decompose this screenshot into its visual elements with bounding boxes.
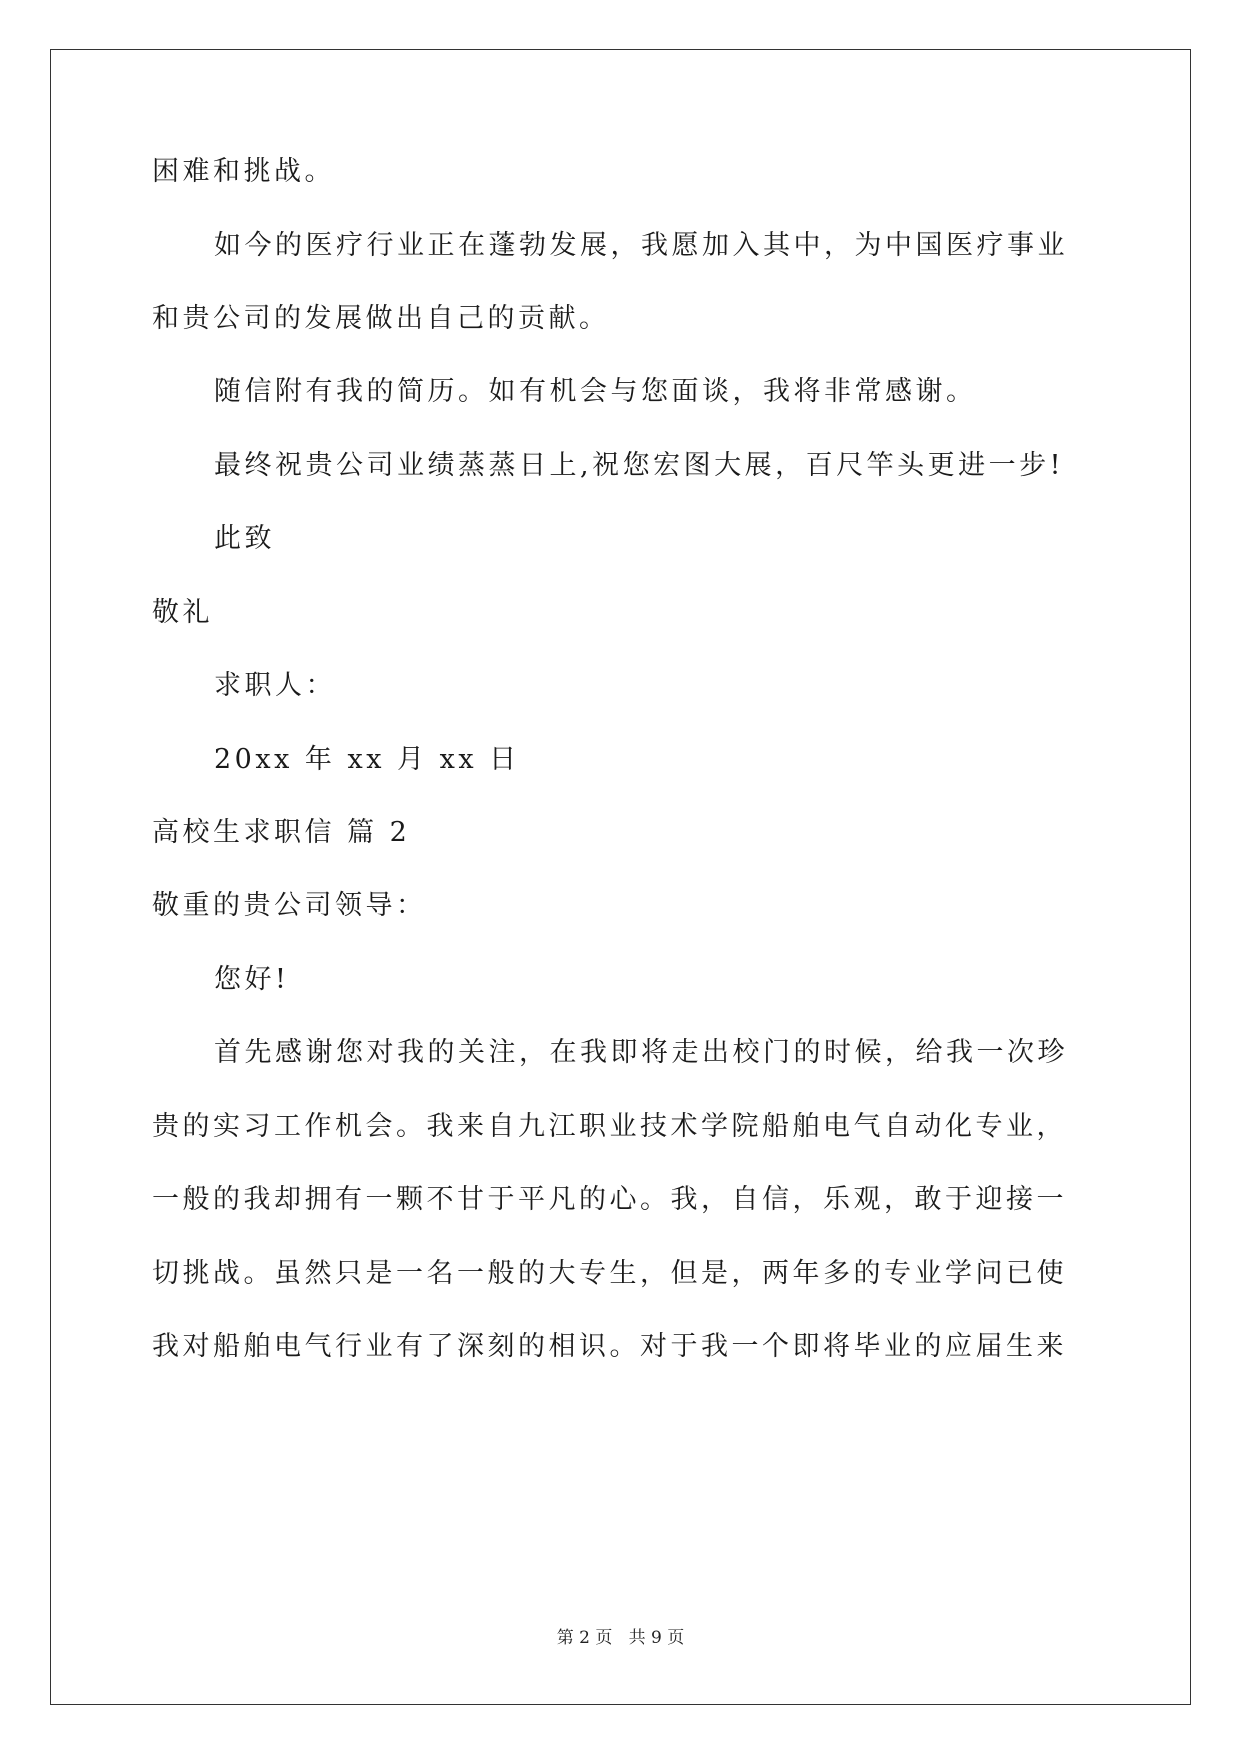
page-number-footer: 第 2 页 共 9 页 <box>556 1628 685 1648</box>
text-line: 首先感谢您对我的关注，在我即将走出校门的时候，给我一次珍 <box>214 1037 1068 1068</box>
salutation: 敬重的贵公司领导： <box>152 890 427 921</box>
greeting: 您好! <box>214 964 290 995</box>
text-line: 一般的我却拥有一颗不甘于平凡的心。我，自信，乐观，敢于迎接一 <box>152 1184 1067 1215</box>
page-border <box>50 49 1191 1705</box>
text-line: 如今的医疗行业正在蓬勃发展，我愿加入其中，为中国医疗事业 <box>214 230 1068 261</box>
text-line: 我对船舶电气行业有了深刻的相识。对于我一个即将毕业的应届生来 <box>152 1331 1067 1362</box>
text-line: 最终祝贵公司业绩蒸蒸日上,祝您宏图大展，百尺竿头更进一步! <box>214 450 1064 481</box>
section-heading: 高校生求职信 篇 2 <box>152 817 411 848</box>
text-line: 随信附有我的简历。如有机会与您面谈，我将非常感谢。 <box>214 376 977 407</box>
text-line: 困难和挑战。 <box>152 156 335 187</box>
text-line: 此致 <box>214 523 275 554</box>
text-line: 贵的实习工作机会。我来自九江职业技术学院船舶电气自动化专业， <box>152 1111 1067 1142</box>
date-line: 20xx 年 xx 月 xx 日 <box>214 744 520 775</box>
text-line: 切挑战。虽然只是一名一般的大专生，但是，两年多的专业学问已使 <box>152 1258 1067 1289</box>
text-line: 敬礼 <box>152 597 213 628</box>
text-line: 求职人： <box>214 670 336 701</box>
text-line: 和贵公司的发展做出自己的贡献。 <box>152 303 610 334</box>
